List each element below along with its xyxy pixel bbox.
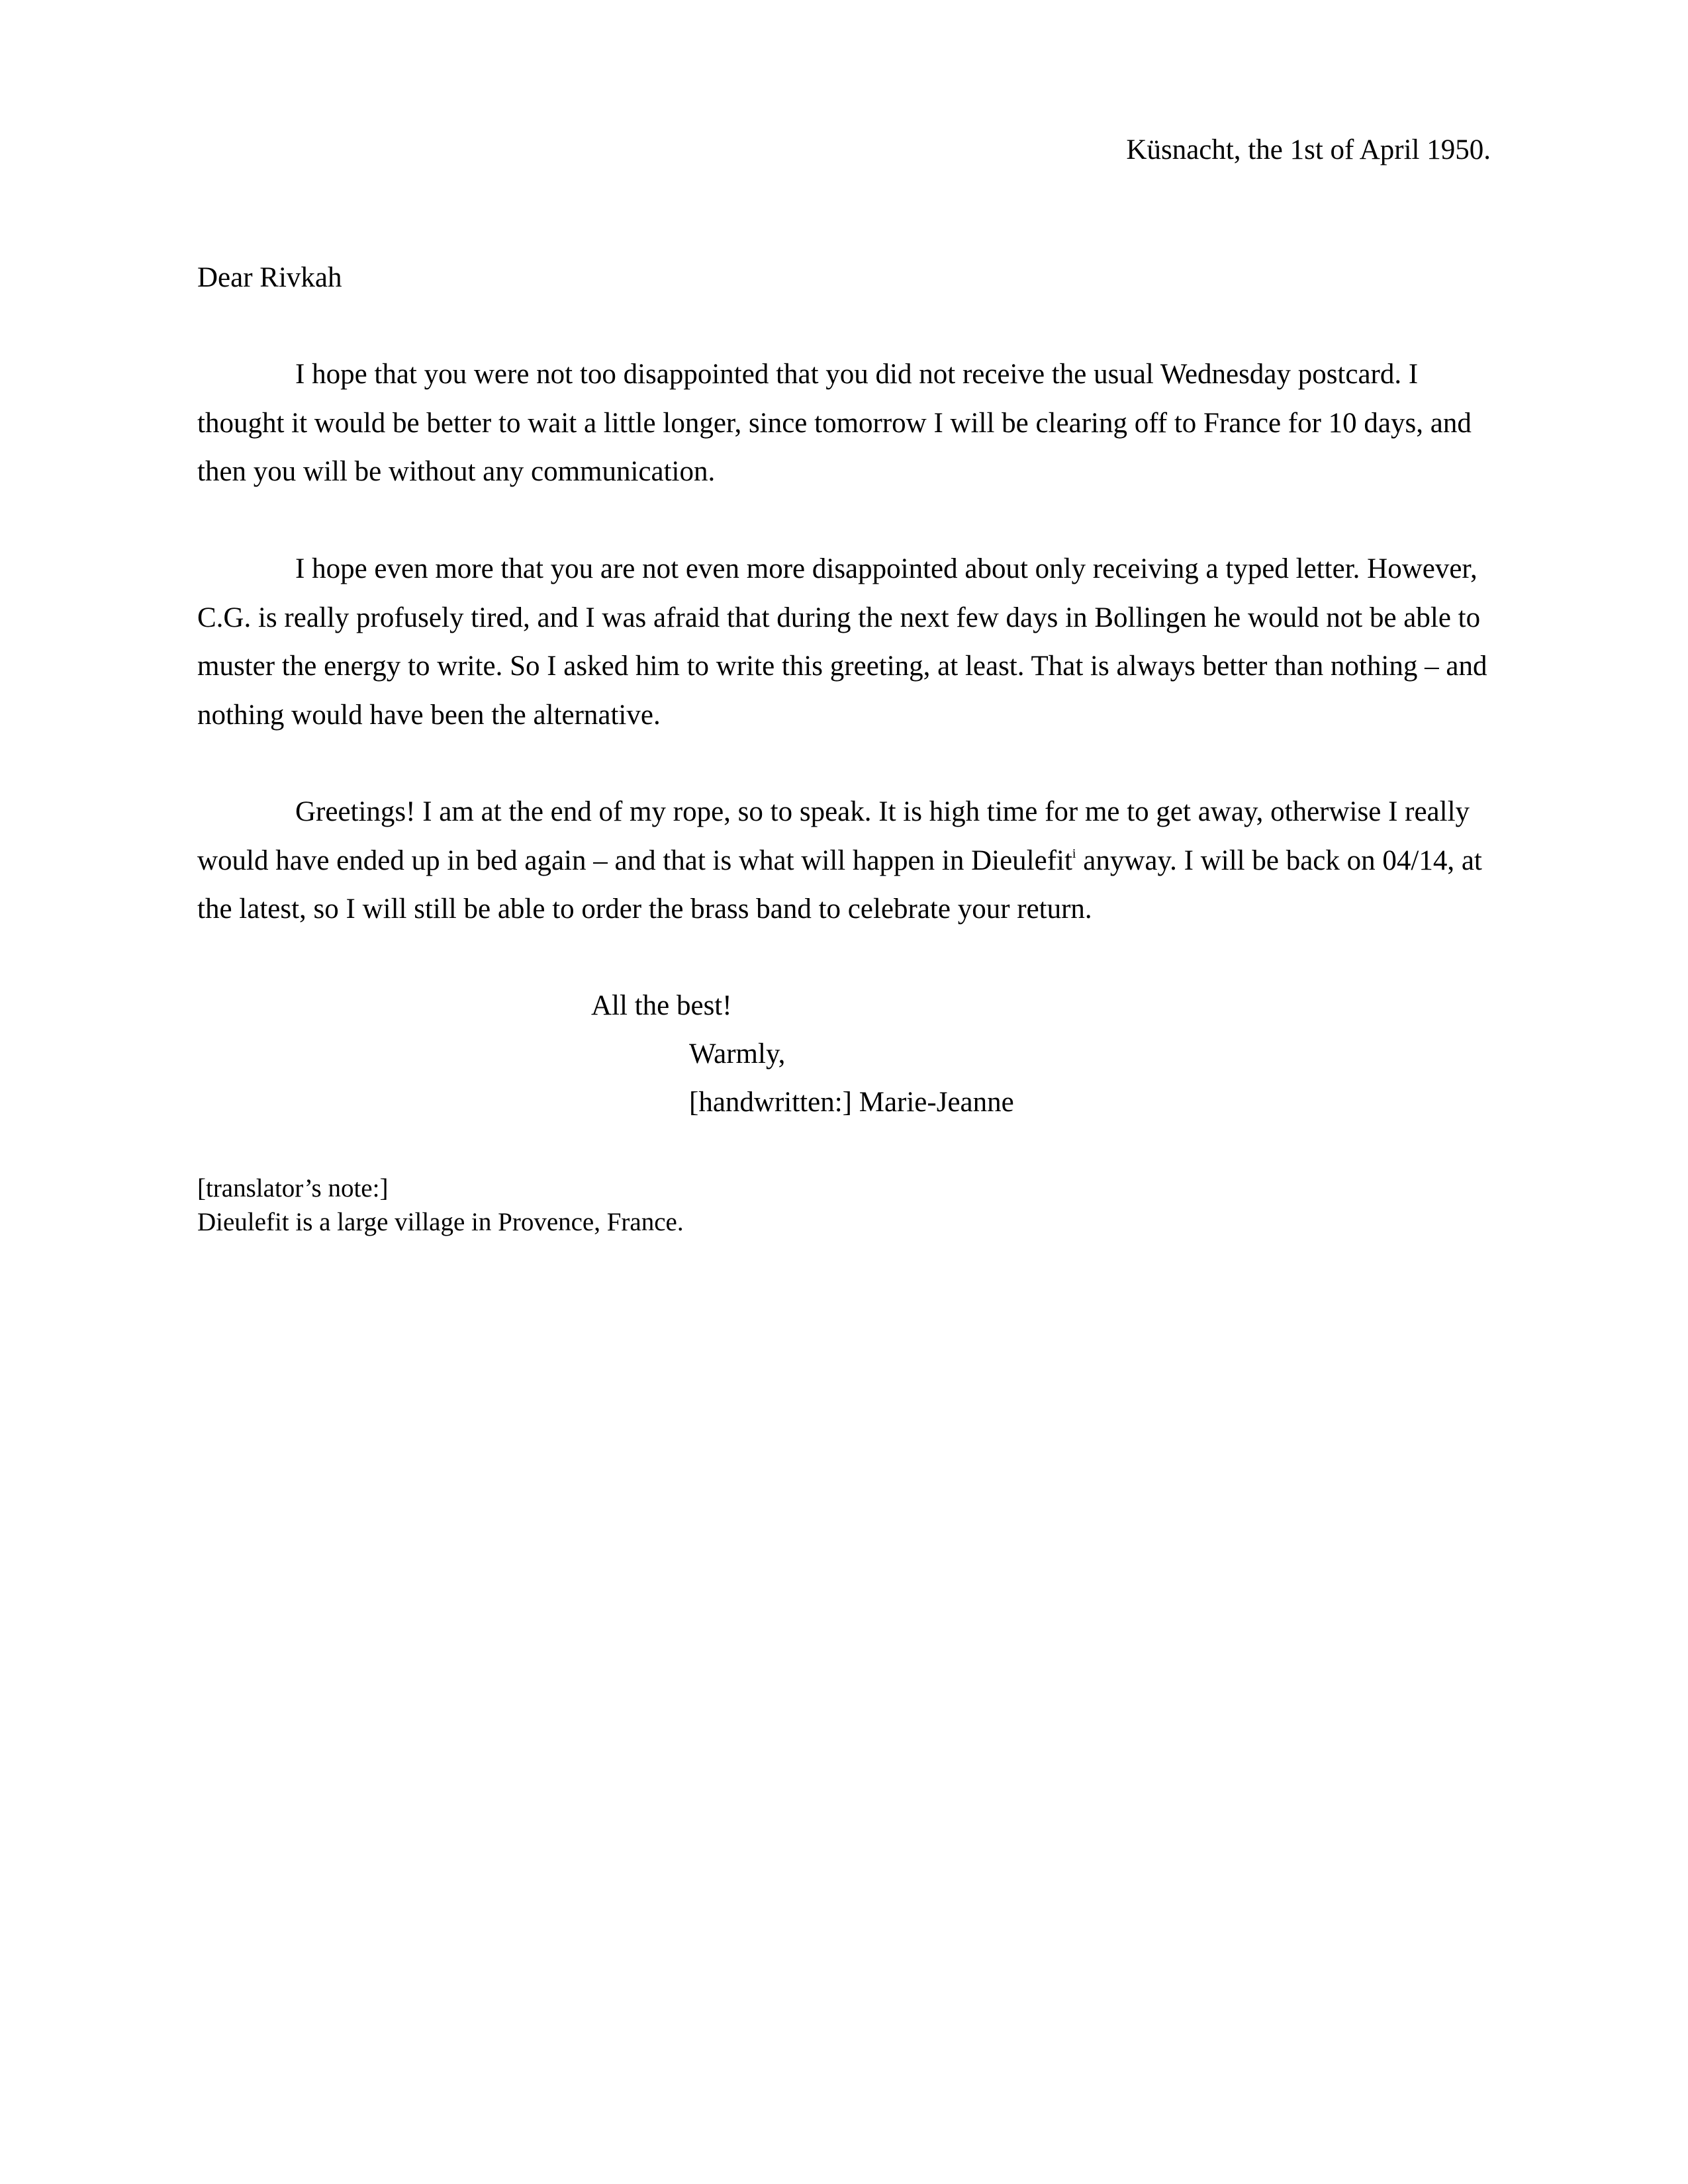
footnote-reference: i [1072,846,1076,861]
salutation: Dear Rivkah [197,262,342,293]
paragraph-3-text-after-ref: anyway. I will be back on 04/14, at the latest, so I will still be able to order the brass band to celebrate your return. [197,844,1482,925]
paragraph-2: I hope even more that you are not even more disappointed about only receiving a typed letter. However, C.G. is really profusely tired, and I was afraid that during the next few days in Bollingen he would not be able to muster the energy to write. So I asked him to write this greeting, at least. That is always better than nothing – and nothing would have been the alternative. [197,553,1487,731]
paragraph-3 [197,788,1495,934]
footnote-label: [translator’s note:] [197,1174,389,1203]
closing-all-the-best: All the best! [591,990,732,1021]
signature-line: [handwritten:] Marie-Jeanne [689,1087,1014,1118]
closing-warmly: Warmly, [689,1038,786,1069]
paragraph-1: I hope that you were not too disappointed that you did not receive the usual Wednesday postcard. I thought it would be better to wait a little longer, since tomorrow I will be clearing off to France for 10 days, and then you will be without any communication. [197,359,1472,487]
paragraph-3-text-before-ref: Greetings! I am at the end of my rope, so to speak. It is high time for me to get away, otherwise I really would have ended up in bed again – and that is what will happen in Dieulefit [197,796,1470,876]
footnote-text: Dieulefit is a large village in Provence, France. [197,1208,684,1236]
dateline: Küsnacht, the 1st of April 1950. [1126,134,1491,165]
